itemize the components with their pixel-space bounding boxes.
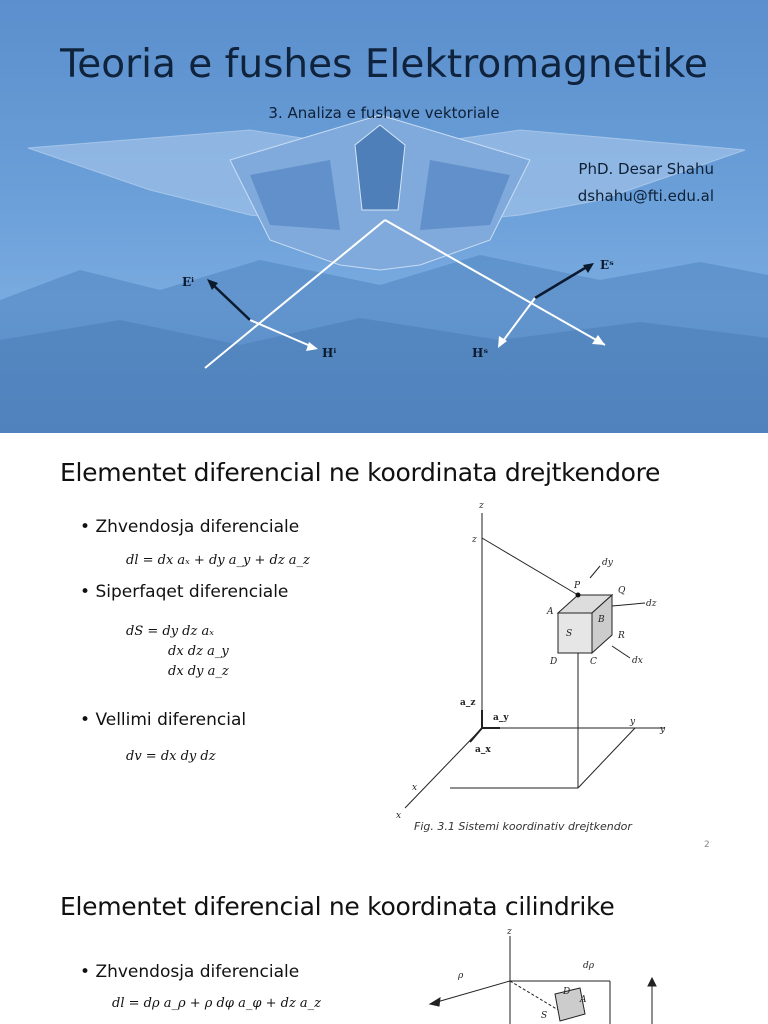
formula-dv: dv = dx dy dz bbox=[126, 749, 216, 764]
slide-title: Teoria e fushes Elektromagnetike bbox=[60, 42, 708, 87]
es-label: Eˢ bbox=[600, 258, 614, 272]
z-axis-label: z bbox=[479, 501, 484, 511]
author-block bbox=[578, 156, 714, 210]
title-slide bbox=[0, 0, 768, 433]
bullet-text: Zhvendosja diferenciale bbox=[95, 517, 300, 537]
point-a-label: A bbox=[580, 995, 587, 1005]
x-point-label: x bbox=[412, 783, 418, 793]
ax-label: a_x bbox=[475, 745, 491, 755]
rho-label: ρ bbox=[458, 971, 464, 981]
y-point-label: y bbox=[630, 717, 636, 727]
bullet-displacement: • Zhvendosja diferenciale bbox=[80, 517, 300, 537]
point-s-label: S bbox=[566, 629, 573, 639]
point-r-label: R bbox=[618, 631, 625, 641]
dz-label: dz bbox=[646, 599, 657, 609]
formula-ds2: dx dz a_y bbox=[168, 644, 229, 659]
bullet-text: Siperfaqet diferenciale bbox=[95, 582, 289, 602]
point-s-label: S bbox=[541, 1011, 548, 1021]
point-p-label: P bbox=[574, 581, 581, 591]
cylindrical-coordinates-slide bbox=[0, 866, 768, 1024]
slide-subtitle: 3. Analiza e fushave vektoriale bbox=[268, 104, 500, 122]
formula-ds1: dS = dy dz aₓ bbox=[126, 624, 214, 639]
ay-label: a_y bbox=[493, 713, 509, 723]
formula-dl-cyl: dl = dρ a_ρ + ρ dφ a_φ + dz a_z bbox=[112, 996, 322, 1011]
cylindrical-coordinate-figure bbox=[420, 926, 680, 1024]
y-axis-label: y bbox=[660, 725, 666, 735]
z-axis-label: z bbox=[507, 927, 512, 937]
dx-label: dx bbox=[632, 656, 643, 666]
hi-label: Hⁱ bbox=[322, 346, 337, 360]
rectangular-coordinates-slide bbox=[0, 433, 768, 863]
drho-label: dρ bbox=[583, 961, 595, 971]
bullet-surface: • Siperfaqet diferenciale bbox=[80, 582, 289, 602]
point-c-label: C bbox=[590, 657, 597, 667]
bullet-text: Vellimi diferencial bbox=[95, 710, 247, 730]
figure-caption: Fig. 3.1 Sistemi koordinativ drejtkendor bbox=[414, 820, 632, 833]
formula-ds3: dx dy a_z bbox=[168, 664, 229, 679]
bullet-displacement: • Zhvendosja diferenciale bbox=[80, 962, 300, 982]
bullet-volume: • Vellimi diferencial bbox=[80, 710, 247, 730]
hs-label: Hˢ bbox=[472, 346, 489, 360]
slide-title: Elementet diferencial ne koordinata cilindrike bbox=[60, 892, 615, 921]
rectangular-coordinate-figure bbox=[390, 498, 680, 828]
point-d-label: D bbox=[563, 987, 571, 997]
author-email: dshahu@fti.edu.al bbox=[577, 187, 714, 205]
point-q-label: Q bbox=[618, 586, 626, 596]
ei-label: Eⁱ bbox=[182, 275, 195, 289]
point-a-label: A bbox=[547, 607, 554, 617]
author-name: PhD. Desar Shahu bbox=[578, 160, 714, 178]
point-b-label: B bbox=[598, 615, 605, 625]
bullet-text: Zhvendosja diferenciale bbox=[95, 962, 300, 982]
z-point-label: z bbox=[472, 535, 477, 545]
point-d-label: D bbox=[550, 657, 558, 667]
az-label: a_z bbox=[460, 698, 476, 708]
dy-label: dy bbox=[602, 558, 613, 568]
page-number: 2 bbox=[704, 840, 710, 850]
slide-title: Elementet diferencial ne koordinata drejtkendore bbox=[60, 458, 661, 487]
formula-dl: dl = dx aₓ + dy a_y + dz a_z bbox=[126, 553, 310, 568]
x-axis-label: x bbox=[396, 811, 402, 821]
